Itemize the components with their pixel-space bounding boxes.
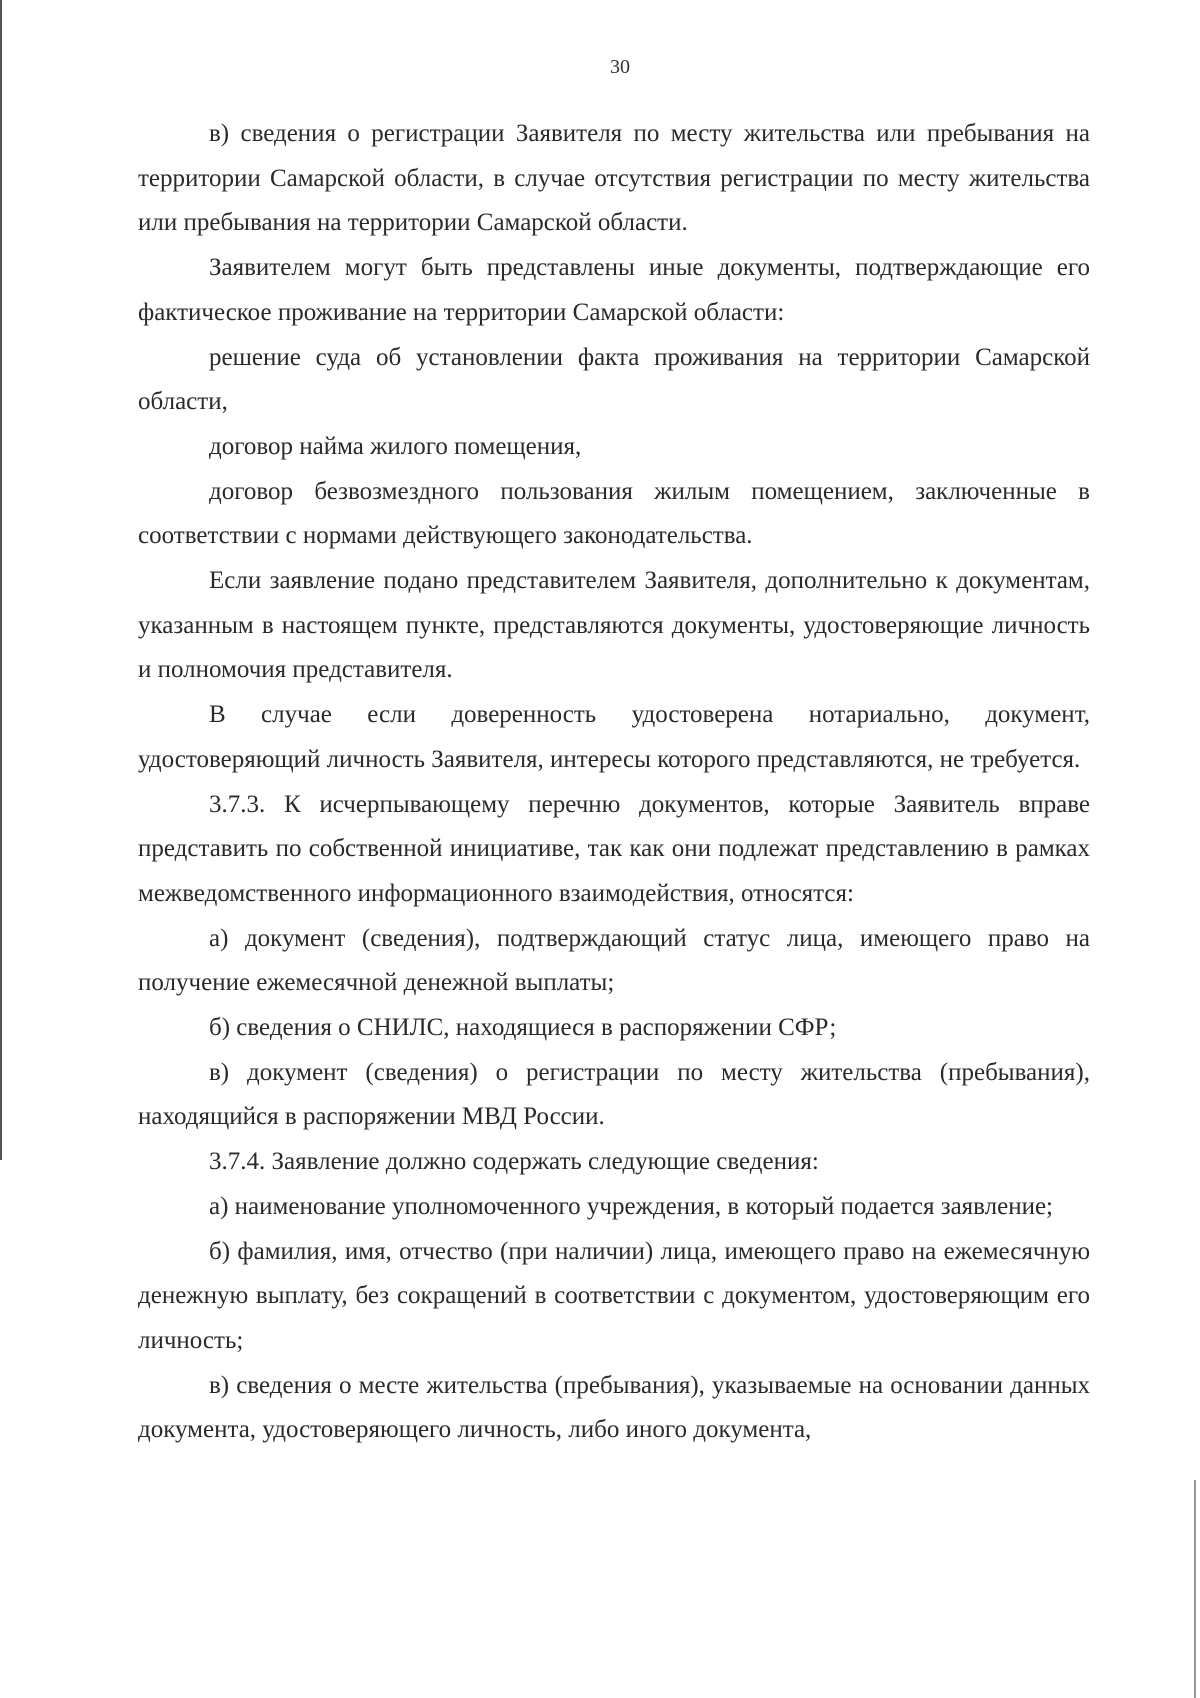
paragraph: 3.7.3. К исчерпывающему перечню документов, которые Заявитель вправе представить по собственной инициативе, так как они подлежат представлению в рамках межведомственного информационного взаимодействия, относятся: <box>138 790 1090 907</box>
scan-edge-right <box>1194 1480 1196 1698</box>
paragraph: В случае если доверенность удостоверена нотариально, документ, удостоверяющий личность Заявителя, интересы которого представляются, не требуется. <box>138 701 1090 773</box>
scan-edge-left <box>0 0 2 1160</box>
paragraph: б) сведения о СНИЛС, находящиеся в распоряжении СФР; <box>209 1014 837 1042</box>
paragraph: договор безвозмездного пользования жилым помещением, заключенные в соответствии с нормами действующего законодательства. <box>138 477 1090 550</box>
paragraph: а) наименование уполномоченного учреждения, в который подается заявление; <box>209 1192 1054 1220</box>
paragraph: решение суда об установлении факта проживания на территории Самарской области, <box>138 343 1090 416</box>
paragraph: договор найма жилого помещения, <box>209 432 582 460</box>
paragraph: в) сведения о месте жительства (пребывания), указываемые на основании данных документа, удостоверяющего личность, либо иного документа, <box>138 1371 1090 1444</box>
document-body <box>138 112 1090 1453</box>
paragraph: 3.7.4. Заявление должно содержать следующие сведения: <box>209 1148 819 1176</box>
paragraph: Заявителем могут быть представлены иные документы, подтверждающие его фактическое проживание на территории Самарской области: <box>138 254 1090 326</box>
page-number: 30 <box>610 56 630 78</box>
paragraph: а) документ (сведения), подтверждающий статус лица, имеющего право на получение ежемесячной денежной выплаты; <box>138 924 1090 997</box>
paragraph: Если заявление подано представителем Заявителя, дополнительно к документам, указанным в настоящем пункте, представляются документы, удостоверяющие личность и полномочия представителя. <box>138 567 1090 684</box>
paragraph: в) сведения о регистрации Заявителя по месту жительства или пребывания на территории Самарской области, в случае отсутствия регистрации по месту жительства или пребывания на территории Самарской области. <box>138 120 1090 237</box>
paragraph: в) документ (сведения) о регистрации по месту жительства (пребывания), находящийся в распоряжении МВД России. <box>138 1058 1090 1131</box>
paragraph: б) фамилия, имя, отчество (при наличии) лица, имеющего право на ежемесячную денежную выплату, без сокращений в соответствии с документом, удостоверяющим его личность; <box>138 1237 1090 1354</box>
